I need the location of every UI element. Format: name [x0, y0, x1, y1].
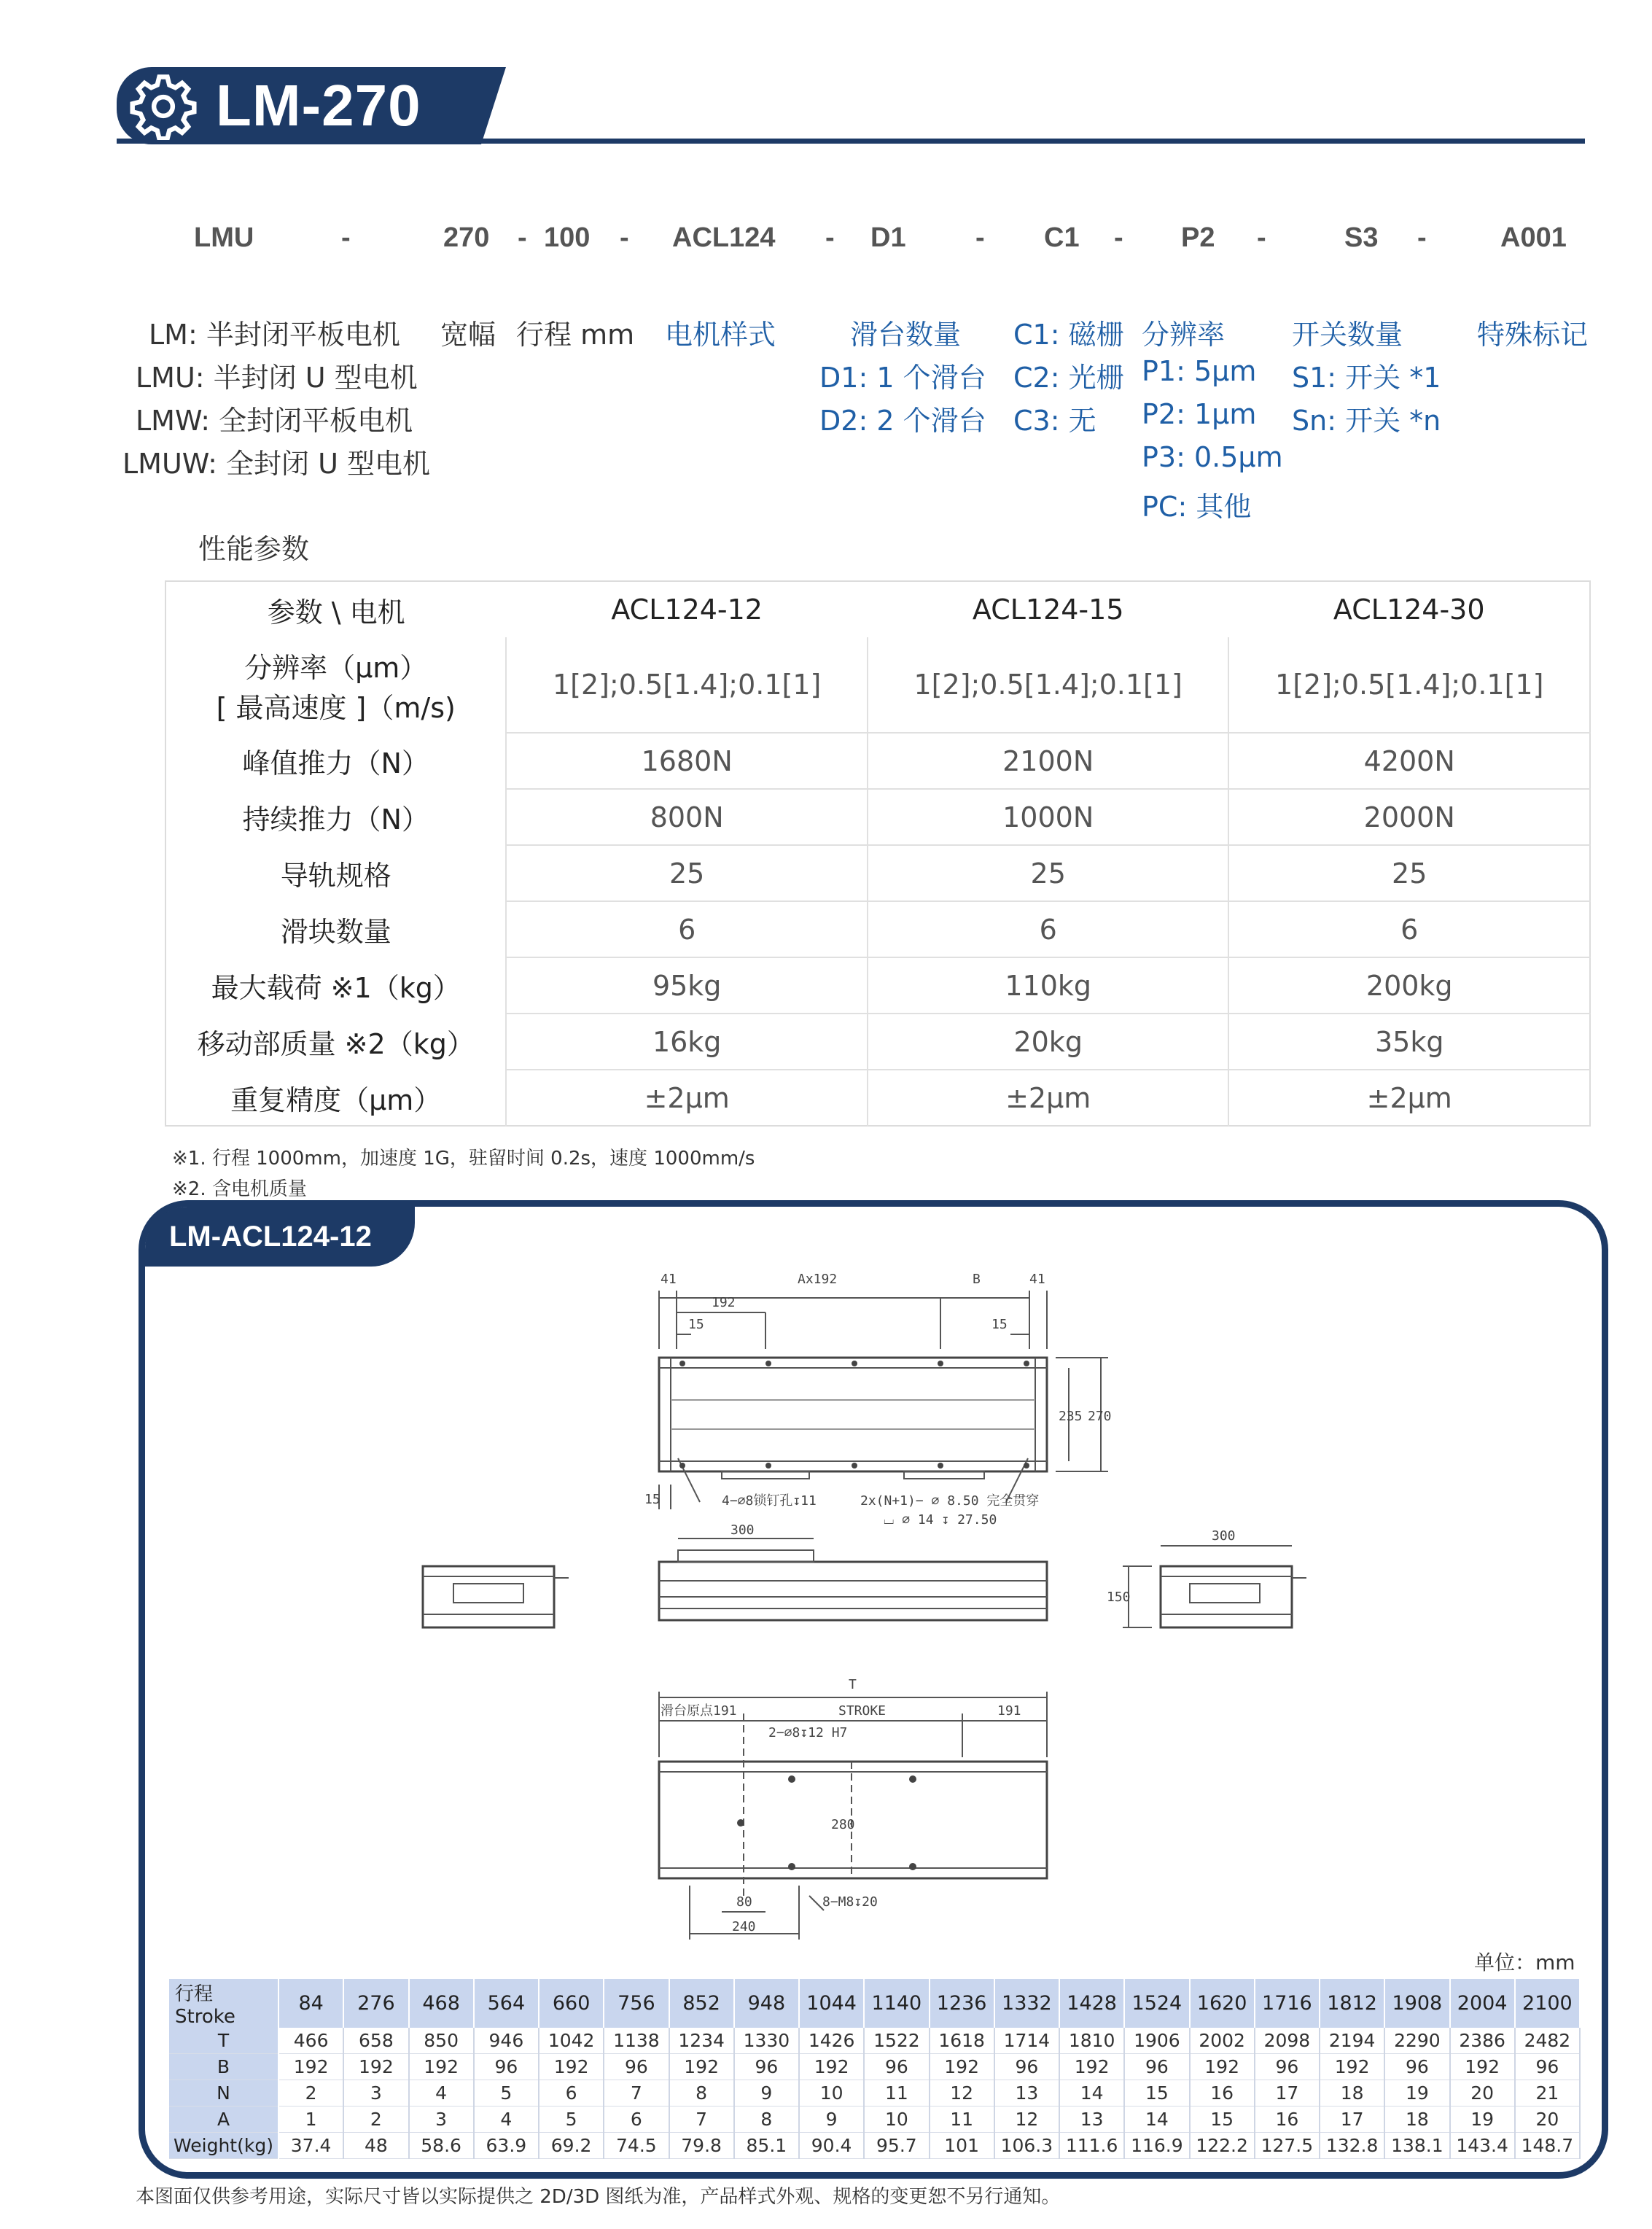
- row-label: B: [169, 2054, 278, 2080]
- table-cell: 658: [343, 2028, 408, 2054]
- table-cell: 6: [1228, 901, 1590, 957]
- code-width: 270: [443, 222, 490, 253]
- table-cell: 95.7: [864, 2133, 929, 2159]
- table-cell: 20: [1450, 2080, 1515, 2107]
- table-cell: 14: [1059, 2080, 1124, 2107]
- table-cell: 850: [409, 2028, 474, 2054]
- table-cell: 85.1: [734, 2133, 799, 2159]
- table-header: 2100: [1515, 1979, 1580, 2028]
- row-label-line: 分辨率（μm）: [244, 651, 428, 684]
- row-label: 最大载荷 ※1（kg）: [211, 972, 461, 1004]
- footnote: ※1. 行程 1000mm，加速度 1G，驻留时间 0.2s，速度 1000mm/s: [172, 1148, 755, 1170]
- table-cell: 192: [930, 2054, 994, 2080]
- table-header: 1812: [1320, 1979, 1384, 2028]
- dim-label: T: [849, 1677, 857, 1692]
- dim-label: 280: [831, 1817, 855, 1832]
- table-cell: 192: [799, 2054, 864, 2080]
- table-header: 1332: [994, 1979, 1059, 2028]
- table-cell: 96: [864, 2054, 929, 2080]
- switches-item: S1: 开关 *1: [1292, 362, 1441, 394]
- row-label: 导轨规格: [280, 860, 391, 892]
- dim-label: 15: [644, 1492, 661, 1507]
- table-cell: 2482: [1515, 2028, 1580, 2054]
- table-cell: 16: [1190, 2080, 1255, 2107]
- table-cell: 20: [1515, 2107, 1580, 2133]
- table-cell: 19: [1450, 2107, 1515, 2133]
- dim-label: STROKE: [838, 1703, 887, 1719]
- code-series: LMU: [194, 222, 254, 253]
- code-dash: -: [620, 222, 629, 253]
- table-cell: 19: [1384, 2080, 1449, 2107]
- table-cell: 1810: [1059, 2028, 1124, 2054]
- table-cell: 96: [1255, 2054, 1320, 2080]
- resolution-label: 分辨率: [1142, 319, 1226, 351]
- dim-label: 41: [1029, 1272, 1045, 1287]
- table-cell: 6: [868, 901, 1229, 957]
- table-cell: 11: [864, 2080, 929, 2107]
- row-label: Weight(kg): [169, 2133, 278, 2159]
- code-dash: -: [975, 222, 985, 253]
- footnote: ※2. 含电机质量: [172, 1178, 307, 1200]
- table-cell: 7: [604, 2080, 669, 2107]
- row-label: 峰值推力（N）: [242, 747, 429, 779]
- code-dash: -: [1114, 222, 1123, 253]
- dim-label: B: [973, 1272, 981, 1287]
- row-label: 重复精度（μm）: [230, 1084, 442, 1116]
- table-cell: 16kg: [506, 1014, 868, 1070]
- table-cell: 200kg: [1228, 957, 1590, 1014]
- table-cell: 1[2];0.5[1.4];0.1[1]: [506, 637, 868, 733]
- table-cell: 1[2];0.5[1.4];0.1[1]: [868, 637, 1229, 733]
- code-dash: -: [825, 222, 835, 253]
- table-header: 1908: [1384, 1979, 1449, 2028]
- code-special: A001: [1500, 222, 1567, 253]
- table-cell: 101: [930, 2133, 994, 2159]
- dim-label: 2−∅8↧12 H7: [768, 1725, 848, 1740]
- table-cell: 2002: [1190, 2028, 1255, 2054]
- table-cell: 96: [474, 2054, 539, 2080]
- switches-item: Sn: 开关 *n: [1292, 405, 1441, 437]
- code-motor: ACL124: [672, 222, 776, 253]
- table-header: ACL124-12: [611, 594, 763, 626]
- table-cell: 96: [734, 2054, 799, 2080]
- table-cell: 1: [278, 2107, 343, 2133]
- table-header: 660: [539, 1979, 604, 2028]
- side-view: [659, 1538, 1047, 1620]
- table-cell: 3: [343, 2080, 408, 2107]
- table-cell: ±2μm: [506, 1070, 868, 1126]
- table-cell: 132.8: [1320, 2133, 1384, 2159]
- table-cell: 48: [343, 2133, 408, 2159]
- table-cell: 192: [1320, 2054, 1384, 2080]
- row-label: A: [169, 2107, 278, 2133]
- table-row: [169, 2054, 1580, 2080]
- table-cell: 2386: [1450, 2028, 1515, 2054]
- table-cell: 25: [868, 845, 1229, 901]
- row-label: 持续推力（N）: [242, 804, 429, 836]
- resolution-item: PC: 其他: [1142, 491, 1252, 523]
- table-cell: 9: [799, 2107, 864, 2133]
- stroke-label: 行程 mm: [516, 319, 635, 351]
- table-cell: 25: [1228, 845, 1590, 901]
- table-cell: 1714: [994, 2028, 1059, 2054]
- table-cell: 37.4: [278, 2133, 343, 2159]
- table-row: [169, 2028, 1580, 2054]
- switches-label: 开关数量: [1292, 319, 1403, 351]
- table-header: 468: [409, 1979, 474, 2028]
- table-header: ACL124-15: [972, 594, 1124, 626]
- table-cell: 192: [409, 2054, 474, 2080]
- table-cell: 63.9: [474, 2133, 539, 2159]
- table-cell: 13: [1059, 2107, 1124, 2133]
- code-resolution: P2: [1181, 222, 1215, 253]
- table-cell: ±2μm: [868, 1070, 1229, 1126]
- table-cell: 148.7: [1515, 2133, 1580, 2159]
- motor-type-item: LMUW: 全封闭 U 型电机: [122, 448, 430, 480]
- table-header: 276: [343, 1979, 408, 2028]
- table-header: 1044: [799, 1979, 864, 2028]
- table-header: 852: [669, 1979, 734, 2028]
- dim-label: 150: [1107, 1590, 1131, 1605]
- table-cell: 17: [1255, 2080, 1320, 2107]
- table-cell: 15: [1190, 2107, 1255, 2133]
- table-cell: 4: [474, 2107, 539, 2133]
- table-cell: 8: [669, 2080, 734, 2107]
- code-dash: -: [518, 222, 527, 253]
- footer-disclaimer: 本图面仅供参考用途，实际尺寸皆以实际提供之 2D/3D 图纸为准，产品样式外观、规格的变更恕不另行通知。: [136, 2186, 1061, 2208]
- table-cell: 7: [669, 2107, 734, 2133]
- table-header: 756: [604, 1979, 669, 2028]
- table-cell: 1426: [799, 2028, 864, 2054]
- dim-label: 15: [991, 1317, 1008, 1332]
- table-header: 948: [734, 1979, 799, 2028]
- dim-label: Ax192: [798, 1272, 838, 1287]
- table-row: [169, 2107, 1580, 2133]
- table-cell: 5: [474, 2080, 539, 2107]
- table-header: 564: [474, 1979, 539, 2028]
- table-cell: 192: [669, 2054, 734, 2080]
- table-cell: 192: [1450, 2054, 1515, 2080]
- table-cell: 111.6: [1059, 2133, 1124, 2159]
- dim-label: 300: [1212, 1528, 1236, 1544]
- row-label: 移动部质量 ※2（kg）: [197, 1028, 475, 1060]
- table-cell: 1042: [539, 2028, 604, 2054]
- table-cell: 9: [734, 2080, 799, 2107]
- motor-style-label: 电机样式: [665, 319, 776, 351]
- dim-label: 4−∅8锁钉孔↧11: [722, 1493, 817, 1509]
- table-cell: 2: [343, 2107, 408, 2133]
- dim-label: 300: [730, 1522, 755, 1538]
- top-view: [659, 1291, 1108, 1509]
- dim-label: 240: [732, 1919, 756, 1934]
- end-view-right: [1123, 1546, 1306, 1627]
- table-cell: 17: [1320, 2107, 1384, 2133]
- table-header: 1236: [930, 1979, 994, 2028]
- row-label-line: [ 最高速度 ]（m/s): [216, 691, 456, 724]
- table-cell: 946: [474, 2028, 539, 2054]
- table-cell: 21: [1515, 2080, 1580, 2107]
- dim-label: 80: [736, 1894, 752, 1910]
- table-cell: 1522: [864, 2028, 929, 2054]
- grating-item: C1: 磁栅: [1013, 319, 1124, 351]
- table-row: [169, 2133, 1580, 2159]
- table-cell: 138.1: [1384, 2133, 1449, 2159]
- row-label: T: [169, 2028, 278, 2054]
- dim-label: 2x(N+1)− ∅ 8.50 完全贯穿: [860, 1493, 1040, 1509]
- table-cell: 2000N: [1228, 789, 1590, 845]
- table-cell: 79.8: [669, 2133, 734, 2159]
- table-cell: 2194: [1320, 2028, 1384, 2054]
- table-cell: 4200N: [1228, 733, 1590, 789]
- resolution-item: P1: 5μm: [1142, 355, 1257, 387]
- dim-label: 235: [1059, 1409, 1083, 1424]
- table-header: 84: [278, 1979, 343, 2028]
- table-cell: 192: [343, 2054, 408, 2080]
- code-dash: -: [1417, 222, 1427, 253]
- table-cell: 116.9: [1124, 2133, 1189, 2159]
- table-cell: 1234: [669, 2028, 734, 2054]
- slides-item: D1: 1 个滑台: [819, 362, 986, 394]
- code-switches: S3: [1344, 222, 1379, 253]
- table-cell: 1906: [1124, 2028, 1189, 2054]
- table-cell: ±2μm: [1228, 1070, 1590, 1126]
- table-row: [169, 2080, 1580, 2107]
- table-cell: 35kg: [1228, 1014, 1590, 1070]
- table-cell: 3: [409, 2107, 474, 2133]
- table-cell: 1000N: [868, 789, 1229, 845]
- table-cell: 90.4: [799, 2133, 864, 2159]
- width-label: 宽幅: [440, 319, 496, 351]
- special-label: 特殊标记: [1477, 319, 1589, 351]
- grating-item: C2: 光栅: [1013, 362, 1124, 394]
- table-cell: 58.6: [409, 2133, 474, 2159]
- table-cell: 6: [539, 2080, 604, 2107]
- table-cell: 14: [1124, 2107, 1189, 2133]
- table-cell: 110kg: [868, 957, 1229, 1014]
- table-cell: 16: [1255, 2107, 1320, 2133]
- stroke-table: [169, 1979, 1581, 2159]
- table-header: 1140: [864, 1979, 929, 2028]
- table-header: ACL124-30: [1333, 594, 1485, 626]
- table-cell: 6: [604, 2107, 669, 2133]
- table-cell: 2098: [1255, 2028, 1320, 2054]
- dim-label: ⌴ ∅ 14 ↧ 27.50: [884, 1512, 997, 1528]
- table-cell: 10: [864, 2107, 929, 2133]
- section-title: 性能参数: [198, 533, 310, 565]
- table-cell: 15: [1124, 2080, 1189, 2107]
- dim-label: 270: [1088, 1409, 1112, 1424]
- table-cell: 192: [1190, 2054, 1255, 2080]
- table-cell: 11: [930, 2107, 994, 2133]
- slides-item: D2: 2 个滑台: [819, 405, 986, 437]
- code-slides: D1: [870, 222, 906, 253]
- table-cell: 1680N: [506, 733, 868, 789]
- table-cell: 192: [278, 2054, 343, 2080]
- table-cell: 192: [1059, 2054, 1124, 2080]
- motor-type-item: LM: 半封闭平板电机: [149, 319, 400, 351]
- code-dash: -: [1257, 222, 1266, 253]
- dim-label: 191: [997, 1703, 1021, 1719]
- code-stroke: 100: [544, 222, 591, 253]
- table-cell: 1618: [930, 2028, 994, 2054]
- table-cell: 1330: [734, 2028, 799, 2054]
- table-header: 1524: [1124, 1979, 1189, 2028]
- table-cell: 96: [994, 2054, 1059, 2080]
- motor-type-item: LMW: 全封闭平板电机: [136, 405, 413, 437]
- row-label: 滑块数量: [280, 916, 391, 948]
- dim-label: 192: [712, 1295, 736, 1310]
- table-cell: 2290: [1384, 2028, 1449, 2054]
- table-row: [169, 1979, 1580, 2028]
- table-header: 1428: [1059, 1979, 1124, 2028]
- table-cell: 143.4: [1450, 2133, 1515, 2159]
- resolution-item: P3: 0.5μm: [1142, 441, 1283, 473]
- table-cell: 96: [1124, 2054, 1189, 2080]
- code-grating: C1: [1044, 222, 1080, 253]
- table-cell: 96: [604, 2054, 669, 2080]
- table-cell: 96: [1515, 2054, 1580, 2080]
- dim-label: 15: [688, 1317, 704, 1332]
- grating-item: C3: 无: [1013, 405, 1096, 437]
- table-header: 参数 \ 电机: [267, 596, 405, 629]
- table-cell: 12: [930, 2080, 994, 2107]
- drawing-title: LM-ACL124-12: [169, 1221, 372, 1253]
- table-header: 行程 Stroke: [169, 1979, 278, 2028]
- end-view-left: [423, 1566, 569, 1627]
- table-cell: 8: [734, 2107, 799, 2133]
- table-cell: 1138: [604, 2028, 669, 2054]
- table-cell: 74.5: [604, 2133, 669, 2159]
- row-label: N: [169, 2080, 278, 2107]
- table-cell: 106.3: [994, 2133, 1059, 2159]
- table-cell: 10: [799, 2080, 864, 2107]
- code-dash: -: [341, 222, 351, 253]
- table-cell: 5: [539, 2107, 604, 2133]
- table-cell: 18: [1320, 2080, 1384, 2107]
- table-cell: 2: [278, 2080, 343, 2107]
- table-cell: 20kg: [868, 1014, 1229, 1070]
- table-cell: 122.2: [1190, 2133, 1255, 2159]
- table-cell: 466: [278, 2028, 343, 2054]
- unit-label: 单位：mm: [1474, 1950, 1575, 1975]
- table-cell: 13: [994, 2080, 1059, 2107]
- table-cell: 2100N: [868, 733, 1229, 789]
- dim-label: 8−M8↧20: [822, 1894, 878, 1910]
- dim-label: 41: [661, 1272, 677, 1287]
- dim-label: 滑台原点191: [661, 1703, 737, 1719]
- table-cell: 1[2];0.5[1.4];0.1[1]: [1228, 637, 1590, 733]
- table-cell: 25: [506, 845, 868, 901]
- table-header: 1620: [1190, 1979, 1255, 2028]
- table-cell: 800N: [506, 789, 868, 845]
- table-header: 1716: [1255, 1979, 1320, 2028]
- table-cell: 96: [1384, 2054, 1449, 2080]
- motor-type-item: LMU: 半封闭 U 型电机: [136, 362, 418, 394]
- table-cell: 69.2: [539, 2133, 604, 2159]
- table-header: 2004: [1450, 1979, 1515, 2028]
- table-cell: 95kg: [506, 957, 868, 1014]
- slides-label: 滑台数量: [850, 319, 962, 351]
- table-cell: 18: [1384, 2107, 1449, 2133]
- table-cell: 6: [506, 901, 868, 957]
- table-cell: 127.5: [1255, 2133, 1320, 2159]
- table-cell: 4: [409, 2080, 474, 2107]
- page-title: LM-270: [216, 73, 421, 138]
- table-cell: 12: [994, 2107, 1059, 2133]
- resolution-item: P2: 1μm: [1142, 398, 1257, 430]
- table-cell: 192: [539, 2054, 604, 2080]
